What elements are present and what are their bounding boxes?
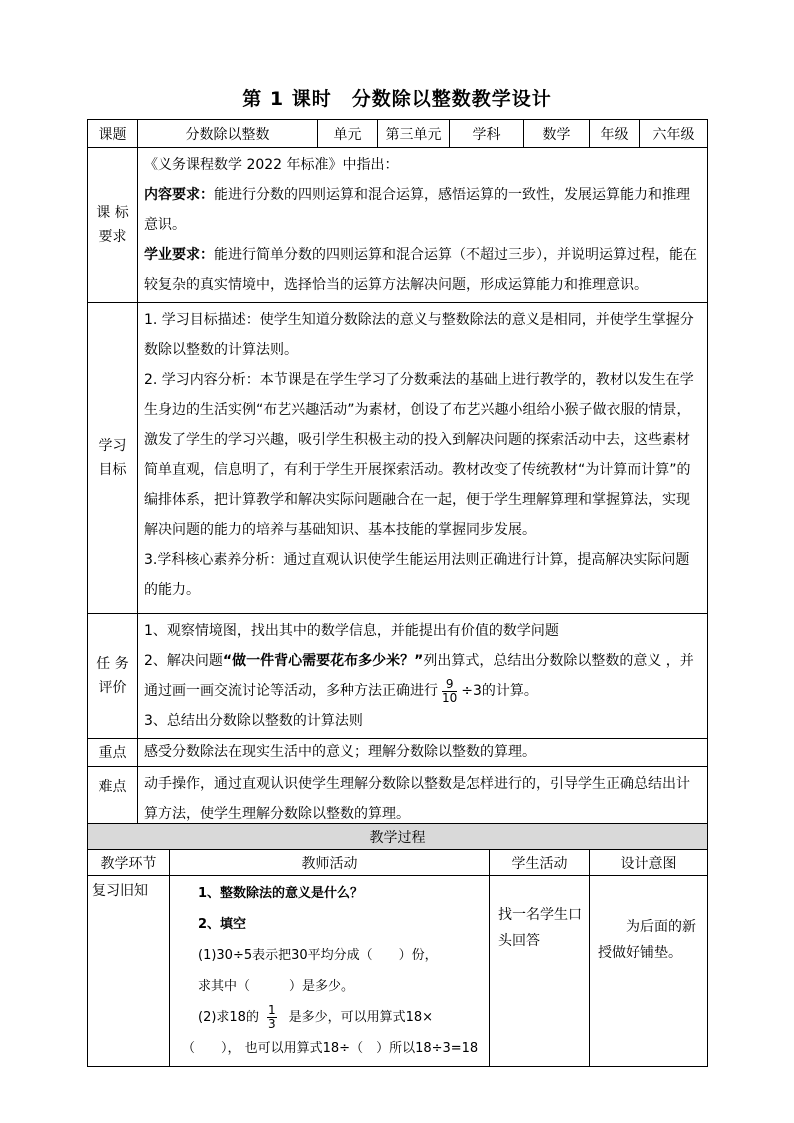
lesson-info-table <box>87 119 708 832</box>
stage-review: 复习旧知 <box>88 876 170 1067</box>
student-activity: 找一名学生口头回答 <box>490 876 590 1067</box>
difficulty-row <box>88 767 708 832</box>
col-design: 设计意图 <box>590 850 708 876</box>
col-stage: 教学环节 <box>88 850 170 876</box>
task-1: 1、观察情境图，找出其中的数学信息，并能提出有价值的数学问题 <box>144 623 559 639</box>
goals-content <box>138 303 708 614</box>
standard-row <box>88 148 708 303</box>
fill-3: （ ）， 也可以用算式18÷（ ）所以18÷3=18 <box>182 1041 479 1056</box>
topic-label: 课题 <box>88 120 138 148</box>
standard-content <box>138 148 708 303</box>
grade-label: 年级 <box>590 120 640 148</box>
content-analysis: 2. 学习内容分析：本节课是在学生学习了分数乘法的基础上进行教学的，教材以发生在学生身边的生活实例“布艺兴趣活动”为素材，创设了布艺兴趣小组给小猴子做衣服的情景，激发了学生的学习兴趣，吸引学生积极主动的投入到解决问题的探索活动中去，这些素材简单直观，信息明了，有利于学生开展探索活动。教材改变了传统教材“为计算而计算”的编排体系，把计算教学和解决实际问题融合在一起，便于学生理解算理和掌握算法，实现解决问题的能力的培养与基础知识、基本技能的掌握同步发展。 <box>144 372 694 538</box>
page-title: 第 1 课时 分数除以整数教学设计 <box>242 88 552 110</box>
goals-row <box>88 303 708 614</box>
keypoint-row <box>88 739 708 767</box>
design-intent: 为后面的新授做好铺垫。 <box>590 876 708 1067</box>
tasks-label: 任 务 评价 <box>88 614 138 739</box>
task-2: 2、解决问题“做一件背心需要花布多少米？”列出算式，总结出分数除以整数的意义 ，并通过画一画交流讨论等活动，多种方法正确进行 $\frac{9}{10}$ ÷3的计算。 <box>144 653 694 705</box>
fill-1b: 求其中（ ）是多少。 <box>198 979 355 994</box>
fill-1: (1)30÷5表示把30平均分成（ ）份， <box>198 948 438 963</box>
tasks-content <box>138 614 708 739</box>
process-header-row <box>88 824 708 850</box>
process-table <box>87 823 708 1067</box>
header-row <box>88 120 708 148</box>
standard-intro: 《义务课程数学 2022 年标准》中指出： <box>144 157 399 173</box>
topic-value: 分数除以整数 <box>138 120 318 148</box>
tasks-row <box>88 614 708 739</box>
literacy-analysis: 3.学科核心素养分析：通过直观认识使学生能运用法则正确进行计算，提高解决实际问题的能力。 <box>144 552 690 598</box>
subject-label: 学科 <box>450 120 524 148</box>
subject-value: 数学 <box>524 120 590 148</box>
question-1: 1、整数除法的意义是什么？ <box>198 886 364 901</box>
academic-requirement: 学业要求：能进行简单分数的四则运算和混合运算（不超过三步），并说明运算过程，能在较复杂的真实情境中，选择恰当的运算方法解决问题，形成运算能力和推理意识。 <box>144 247 697 293</box>
keypoint-label: 重点 <box>88 739 138 767</box>
standard-label: 课 标 要求 <box>88 148 138 303</box>
process-header: 教学过程 <box>88 824 708 850</box>
unit-value: 第三单元 <box>378 120 450 148</box>
fraction-nine-tenths: $\frac{9}{10}$ <box>442 676 458 705</box>
keypoint-text: 感受分数除法在现实生活中的意义；理解分数除以整数的算理。 <box>138 739 708 767</box>
goals-label: 学习 目标 <box>88 303 138 614</box>
grade-value: 六年级 <box>640 120 708 148</box>
task-3: 3、总结出分数除以整数的计算法则 <box>144 713 363 729</box>
question-2: 2、填空 <box>198 917 247 932</box>
difficulty-text: 动手操作，通过直观认识使学生理解分数除以整数是怎样进行的，引导学生正确总结出计算方法，使学生理解分数除以整数的算理。 <box>138 767 708 832</box>
process-columns-row <box>88 850 708 876</box>
fill-2: (2)求18的 $\frac{1}{3}$ 是多少，可以用算式18× <box>198 1003 434 1031</box>
col-teacher: 教师活动 <box>170 850 490 876</box>
col-student: 学生活动 <box>490 850 590 876</box>
review-row <box>88 876 708 1067</box>
difficulty-label: 难点 <box>88 767 138 832</box>
teacher-activity <box>170 876 490 1067</box>
goal-description: 1. 学习目标描述：使学生知道分数除法的意义与整数除法的意义是相同，并使学生掌握分数除以整数的计算法则。 <box>144 312 694 358</box>
unit-label: 单元 <box>318 120 378 148</box>
content-requirement: 内容要求：能进行分数的四则运算和混合运算，感悟运算的一致性，发展运算能力和推理意识。 <box>144 187 690 233</box>
fraction-one-third: $\frac{1}{3}$ <box>267 1003 276 1031</box>
